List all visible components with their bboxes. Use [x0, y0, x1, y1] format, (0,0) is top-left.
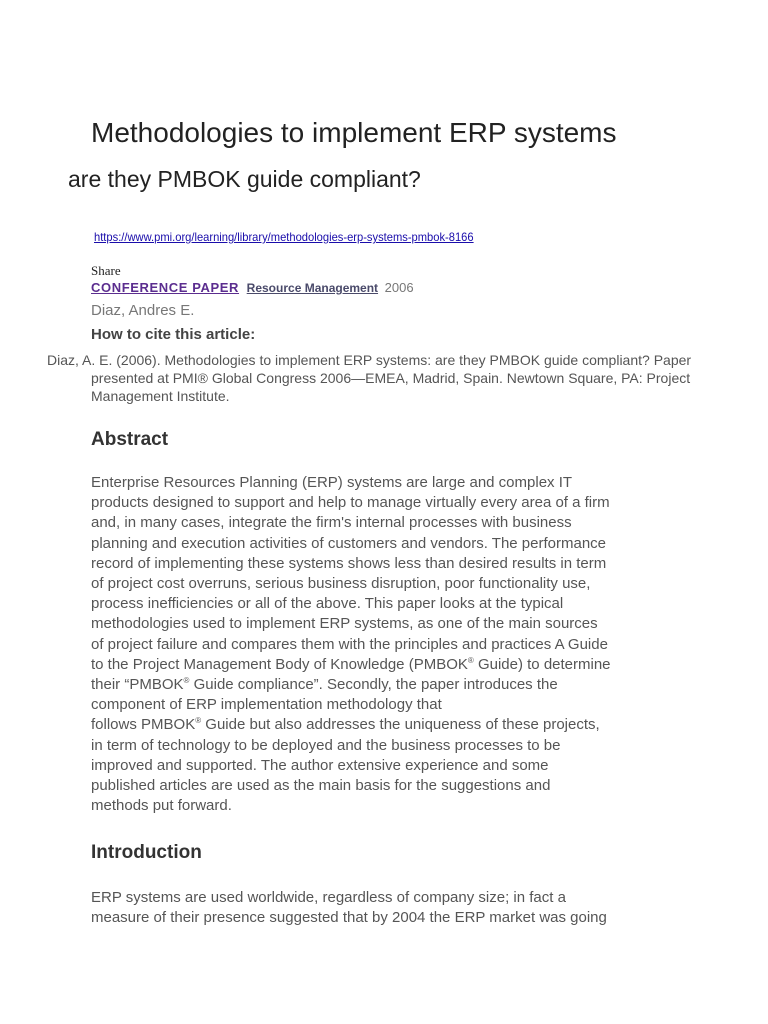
abstract-text: follows PMBOK: [91, 716, 196, 734]
page-subtitle: are they PMBOK guide compliant?: [68, 166, 421, 192]
introduction-line: ERP systems are used worldwide, regardless of company size; in fact a: [91, 889, 566, 906]
abstract-heading: Abstract: [91, 429, 169, 450]
abstract-text: to the Project Management Body of Knowledge (PMBOK: [91, 655, 468, 673]
abstract-line: methodologies used to implement ERP systems, as one of the main sources: [91, 615, 598, 633]
publication-year: 2006: [384, 280, 414, 295]
abstract-line: [91, 715, 691, 735]
abstract-text: Guide compliance”. Secondly, the paper introduces the: [189, 676, 558, 694]
cite-heading: How to cite this article:: [91, 326, 256, 343]
category-link[interactable]: CONFERENCE PAPER: [91, 280, 240, 295]
abstract-line: Enterprise Resources Planning (ERP) systems are large and complex IT: [91, 474, 573, 491]
source-url-link[interactable]: https://www.pmi.org/learning/library/methodologies-erp-systems-pmbok-8166: [94, 230, 474, 244]
introduction-paragraph: [91, 888, 691, 928]
citation-text: Diaz, A. E. (2006). Methodologies to implement ERP systems: are they PMBOK guide compliant? Paper presented at PMI® Global Congress 2006—EMEA, Madrid, Spain. Newtown Square, PA: Project Management Institute.: [47, 352, 692, 404]
abstract-line: products designed to support and help to manage virtually every area of a firm: [91, 494, 610, 512]
introduction-line: measure of their presence suggested that by 2004 the ERP market was going: [91, 909, 607, 927]
registered-mark: ®: [195, 716, 202, 726]
abstract-line: in term of technology to be deployed and the business processes to be: [91, 736, 561, 754]
abstract-line: [91, 675, 691, 695]
registered-mark: ®: [467, 655, 474, 665]
abstract-text: Guide but also addresses the uniqueness of these projects,: [201, 716, 600, 734]
author-name: Diaz, Andres E.: [91, 302, 195, 319]
abstract-line: and, in many cases, integrate the firm's internal processes with business: [91, 514, 572, 532]
introduction-heading: Introduction: [91, 842, 202, 863]
abstract-line: of project failure and compares them with the principles and practices A Guide: [91, 635, 608, 653]
abstract-line: improved and supported. The author extensive experience and some: [91, 756, 549, 774]
abstract-text: Guide) to determine: [473, 655, 611, 673]
abstract-line: record of implementing these systems shows less than desired results in term: [91, 554, 607, 572]
registered-mark: ®: [183, 676, 190, 686]
abstract-line: process inefficiencies or all of the above. This paper looks at the typical: [91, 595, 564, 613]
article-meta: [91, 279, 414, 297]
abstract-line: methods put forward.: [91, 797, 232, 815]
abstract-line: published articles are used as the main basis for the suggestions and: [91, 777, 551, 795]
abstract-line: component of ERP implementation methodology that: [91, 696, 442, 714]
share-label[interactable]: Share: [91, 263, 121, 278]
abstract-line: of project cost overruns, serious business disruption, poor functionality use,: [91, 575, 591, 593]
abstract-line: planning and execution activities of customers and vendors. The performance: [91, 534, 607, 552]
topic-link[interactable]: Resource Management: [246, 281, 379, 295]
abstract-line: [91, 655, 691, 675]
abstract-paragraph: [91, 473, 691, 816]
abstract-text: their “PMBOK: [91, 676, 184, 694]
page-title: Methodologies to implement ERP systems: [91, 117, 617, 148]
